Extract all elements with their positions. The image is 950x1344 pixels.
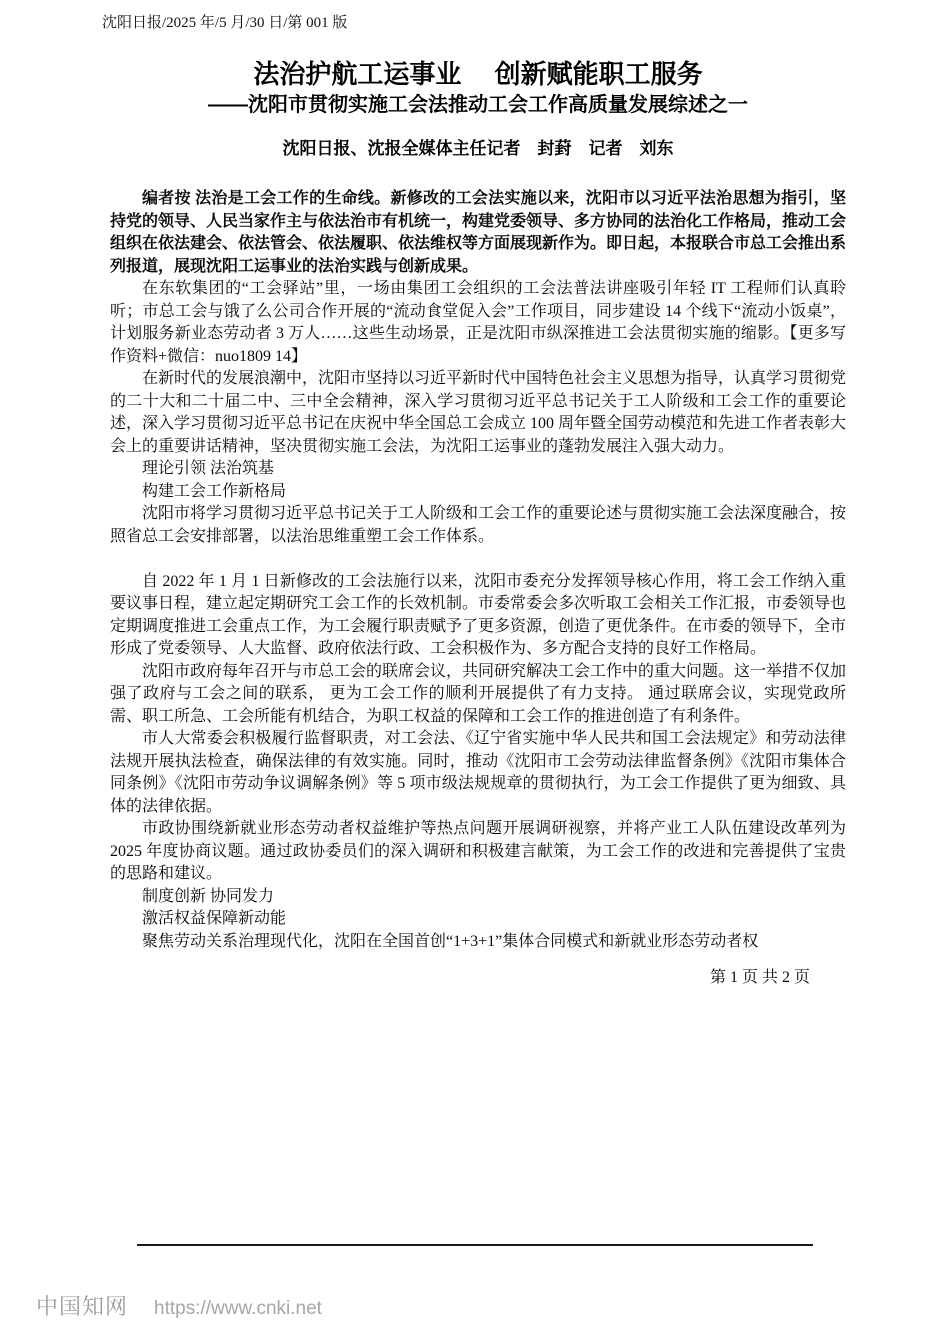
- cnki-logo: 中国知网: [36, 1294, 129, 1319]
- newspaper-source-line: 沈阳日报/2025 年/5 月/30 日/第 001 版: [102, 15, 348, 31]
- section-heading: 激活权益保障新动能: [142, 910, 287, 927]
- cnki-url: https://www.cnki.net: [154, 1298, 322, 1319]
- article-title: 法治护航工运事业 创新赋能职工服务: [253, 59, 703, 89]
- paragraph: 沈阳市将学习贯彻习近平总书记关于工人阶级和工会工作的重要论述与贯彻实施工会法深度融合，按照省总工会安排部署，以法治思维重塑工会工作体系。: [110, 505, 847, 545]
- cnki-footer: [36, 1290, 322, 1321]
- paragraph: 聚焦劳动关系治理现代化，沈阳在全国首创“1+3+1”集体合同模式和新就业形态劳动者权: [142, 932, 759, 950]
- paragraph: 市人大常委会积极履行监督职责，对工会法、《辽宁省实施中华人民共和国工会法规定》和劳动法律法规开展执法检查，确保法律的有效实施。同时，推动《沈阳市工会劳动法律监督条例》《沈阳市集体合同条例》《沈阳市劳动争议调解条例》等 5 项市级法规规章的贯彻执行，为工会工作提供了更为细致、具体的法律依据。: [110, 730, 846, 815]
- article-body: [110, 188, 846, 953]
- paragraph: 在新时代的发展浪潮中，沈阳市坚持以习近平新时代中国特色社会主义思想为指导，认真学习贯彻党的二十大和二十届二中、三中全会精神，深入学习贯彻习近平总书记关于工人阶级和工会工作的重要论述，深入学习贯彻习近平总书记在庆祝中华全国总工会成立 100 周年暨全国劳动模范和先进工作者表彰大会上的重要讲话精神，坚决贯彻实施工会法，为沈阳工运事业的蓬勃发展注入强大动力。: [110, 370, 847, 455]
- article-subtitle: ——沈阳市贯彻实施工会法推动工会工作高质量发展综述之一: [208, 94, 748, 116]
- paragraph: 自 2022 年 1 月 1 日新修改的工会法施行以来，沈阳市委充分发挥领导核心作用，将工会工作纳入重要议事日程，建立起定期研究工会工作的长效机制。市委常委会多次听取工会相关工作汇报，市委领导也定期调度推进工会重点工作，为工会履行职责赋予了更多资源，创造了更优条件。在市委的领导下，全市形成了党委领导、人大监督、政府依法行政、工会积极作为、多方配合支持的良好工作格局。: [110, 572, 847, 657]
- paragraph-editor-note: 编者按 法治是工会工作的生命线。新修改的工会法实施以来，沈阳市以习近平法治思想为指引，坚持党的领导、人民当家作主与依法治市有机统一，构建党委领导、多方协同的法治化工作格局，推动工会组织在依法建会、依法管会、依法履职、依法维权等方面展现新作为。即日起，本报联合市总工会推出系列报道，展现沈阳工运事业的法治实践与创新成果。: [110, 190, 847, 275]
- article-byline: 沈阳日报、沈报全媒体主任记者 封葑 记者 刘东: [282, 139, 674, 158]
- page-number-indicator: 第 1 页 共 2 页: [709, 969, 810, 986]
- paragraph: 在东软集团的“工会驿站”里，一场由集团工会组织的工会法普法讲座吸引年轻 IT 工程师们认真聆听；市总工会与饿了么公司合作开展的“流动食堂促入会”工作项目，同步建设 14 个线下“流动小饭桌”，计划服务新业态劳动者 3 万人……这些生动场景，正是沈阳市纵深推进工会法贯彻实施的缩影。【更多写作资料+微信：nuo1809 14】: [110, 280, 846, 365]
- footer-divider-line: [137, 1244, 813, 1246]
- paragraph: 市政协围绕新就业形态劳动者权益维护等热点问题开展调研视察，并将产业工人队伍建设改革列为 2025 年度协商议题。通过政协委员们的深入调研和积极建言献策，为工会工作的改进和完善提供了宝贵的思路和建议。: [110, 820, 846, 882]
- section-heading: 构建工会工作新格局: [142, 482, 287, 500]
- section-heading: 理论引领 法治筑基: [142, 460, 275, 477]
- section-heading: 制度创新 协同发力: [142, 887, 275, 905]
- paragraph: 沈阳市政府每年召开与市总工会的联席会议，共同研究解决工会工作中的重大问题。这一举措不仅加强了政府与工会之间的联系， 更为工会工作的顺利开展提供了有力支持。 通过联席会议，实现党政所需、职工所急、工会所能有机结合，为职工权益的保障和工会工作的推进创造了有利条件。: [110, 662, 847, 725]
